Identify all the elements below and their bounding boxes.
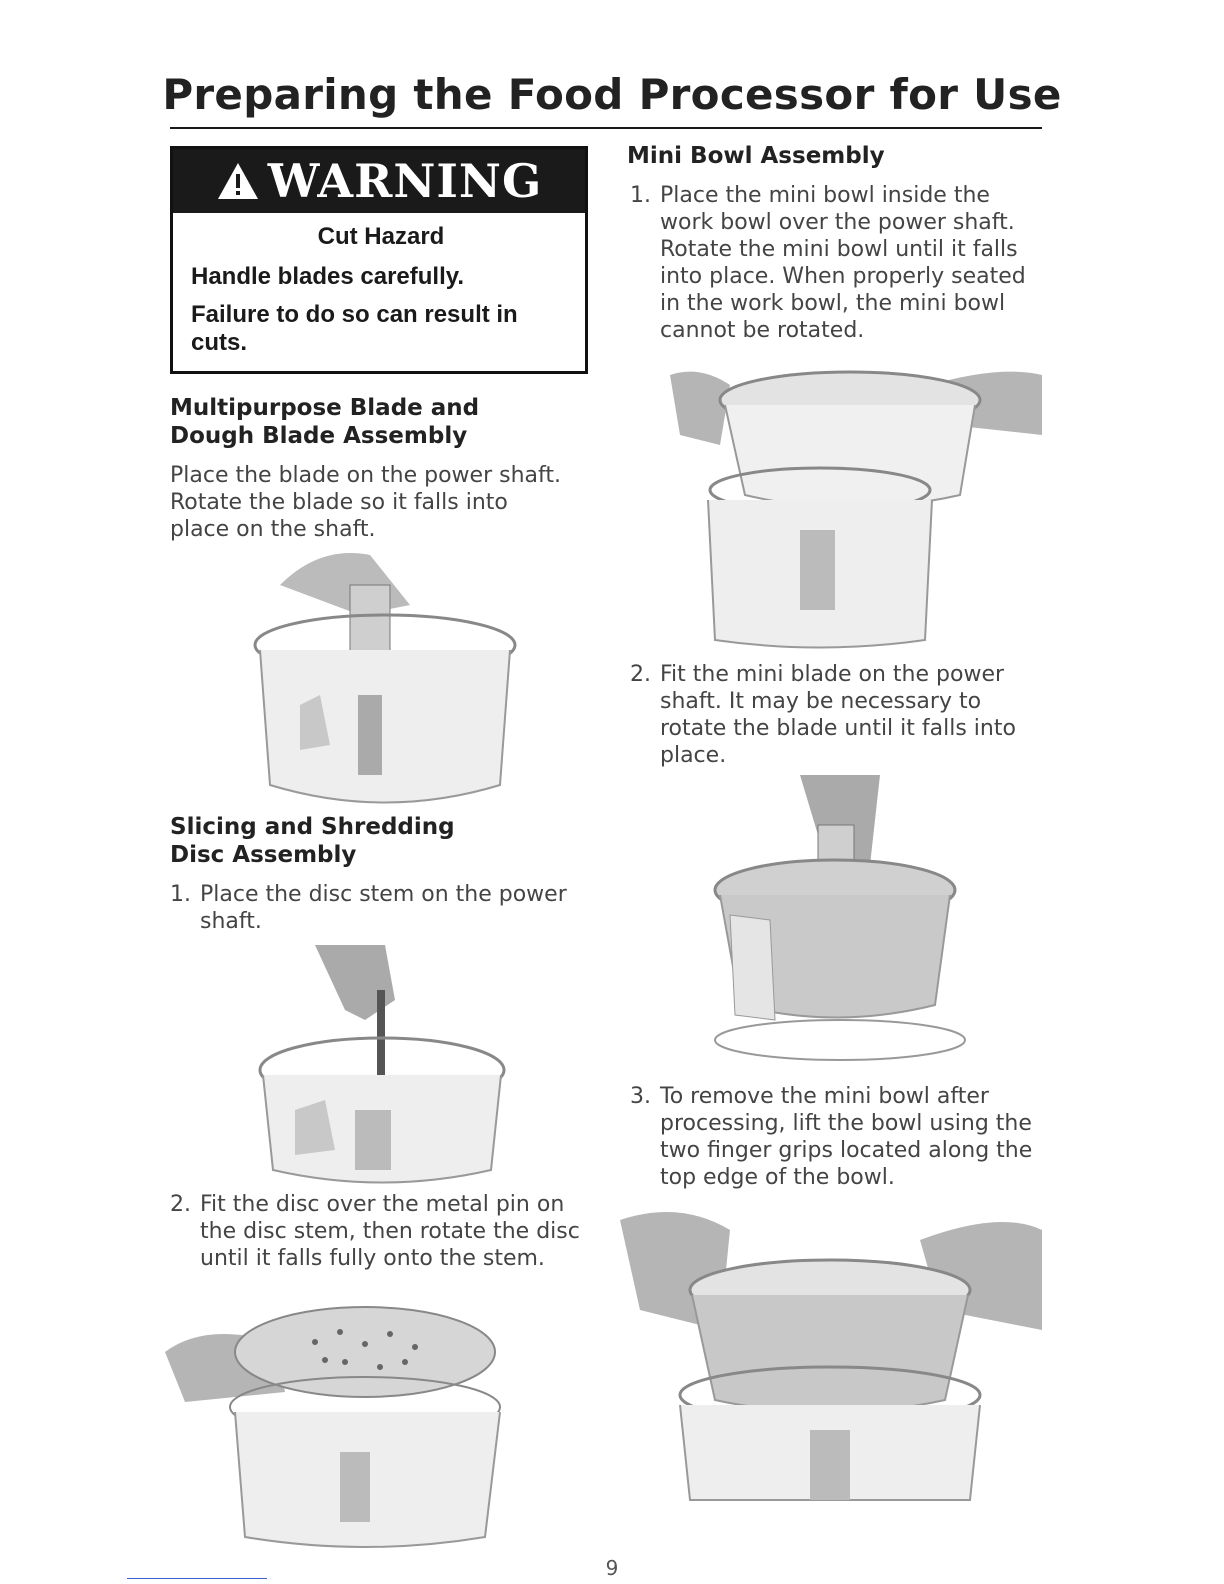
- step-text: Place the disc stem on the power shaft.: [200, 882, 567, 934]
- page-number: 9: [605, 1556, 619, 1580]
- multipurpose-text: Place the blade on the power shaft. Rotate the blade so it falls into place on the shaft.: [170, 463, 561, 542]
- blade-illustration: [240, 545, 530, 807]
- step-text: Fit the disc over the metal pin on the disc stem, then rotate the disc until it falls fully onto the stem.: [200, 1192, 580, 1271]
- title-rule: [170, 127, 1042, 129]
- slicing-step-2: [170, 1191, 580, 1272]
- multipurpose-heading: Multipurpose Blade and Dough Blade Assembly: [170, 395, 480, 449]
- step-number: 2.: [630, 662, 651, 687]
- disc-stem-illustration: [245, 940, 520, 1185]
- step-text: Place the mini bowl inside the work bowl over the power shaft. Rotate the mini bowl until it falls into place. When properly seated in the work bowl, the mini bowl cannot be rotated.: [660, 183, 1026, 343]
- mini-bowl-step-2: [630, 661, 1040, 769]
- warning-body: [173, 213, 585, 357]
- warning-triangle-icon: [216, 161, 260, 201]
- slicing-step-1: [170, 881, 570, 935]
- warning-word: WARNING: [267, 154, 543, 208]
- page-title: Preparing the Food Processor for Use: [162, 70, 1062, 119]
- mini-bowl-heading: Mini Bowl Assembly: [627, 143, 885, 169]
- step-number: 1.: [170, 882, 191, 907]
- mini-blade-illustration: [690, 775, 970, 1065]
- mini-bowl-step-3: [630, 1083, 1040, 1191]
- mini-bowl-step-1: [630, 182, 1040, 344]
- step-number: 3.: [630, 1084, 651, 1109]
- step-text: Fit the mini blade on the power shaft. It may be necessary to rotate the blade until it falls into place.: [660, 662, 1016, 768]
- step-number: 2.: [170, 1192, 191, 1217]
- footer-line: [127, 1578, 267, 1579]
- step-number: 1.: [630, 183, 651, 208]
- disc-illustration: [165, 1282, 515, 1550]
- mini-bowl-illustration: [670, 355, 1042, 650]
- step-text: To remove the mini bowl after processing, lift the bowl using the two finger grips located along the top edge of the bowl.: [660, 1084, 1033, 1190]
- slicing-heading: Slicing and Shredding Disc Assembly: [170, 814, 455, 868]
- warning-hazard: Cut Hazard: [317, 223, 445, 250]
- warning-line-2: Failure to do so can result in cuts.: [191, 301, 518, 356]
- warning-line-1: Handle blades carefully.: [191, 263, 464, 290]
- warning-header: [173, 149, 585, 213]
- remove-mini-bowl-illustration: [620, 1200, 1042, 1502]
- warning-box: [170, 146, 588, 374]
